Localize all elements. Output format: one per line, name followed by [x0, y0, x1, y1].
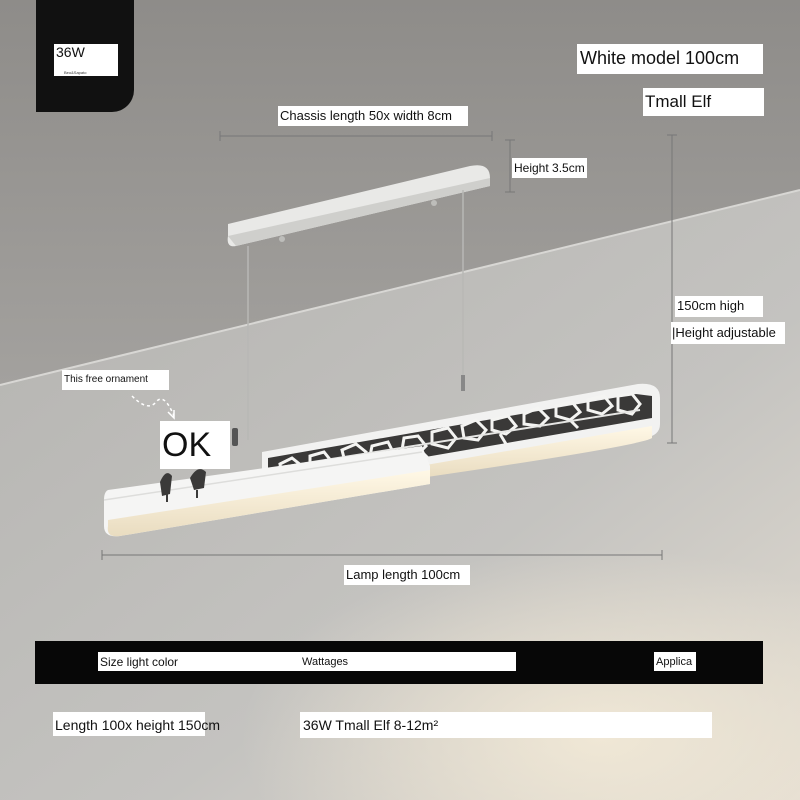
badge-wattage: 36W: [56, 44, 85, 60]
height-label: Height 3.5cm: [512, 158, 587, 178]
spec-size-value: Length 100x height 150cm: [55, 717, 221, 733]
cable-length-label: 150cm high: [675, 296, 763, 317]
spec-col-size: Size light color: [100, 655, 179, 669]
voice-label: Tmall Elf: [643, 88, 764, 116]
chassis-label: Chassis length 50x width 8cm: [278, 106, 468, 126]
spec-col-wattage: Wattages: [302, 656, 349, 668]
model-label: White model 100cm: [577, 44, 763, 74]
lamp-length-label: Lamp length 100cm: [344, 565, 470, 585]
spec-wattage-value: 36W Tmall Elf 8-12m²: [303, 717, 439, 733]
wattage-badge: [36, 0, 134, 112]
ok-label: OK: [160, 421, 230, 469]
adjustable-label: |Height adjustable: [671, 322, 785, 344]
ornament-note: This free ornament: [62, 370, 169, 390]
badge-sub: Beo&Sapato: [64, 70, 87, 75]
spec-col-application: Applica: [656, 656, 693, 668]
